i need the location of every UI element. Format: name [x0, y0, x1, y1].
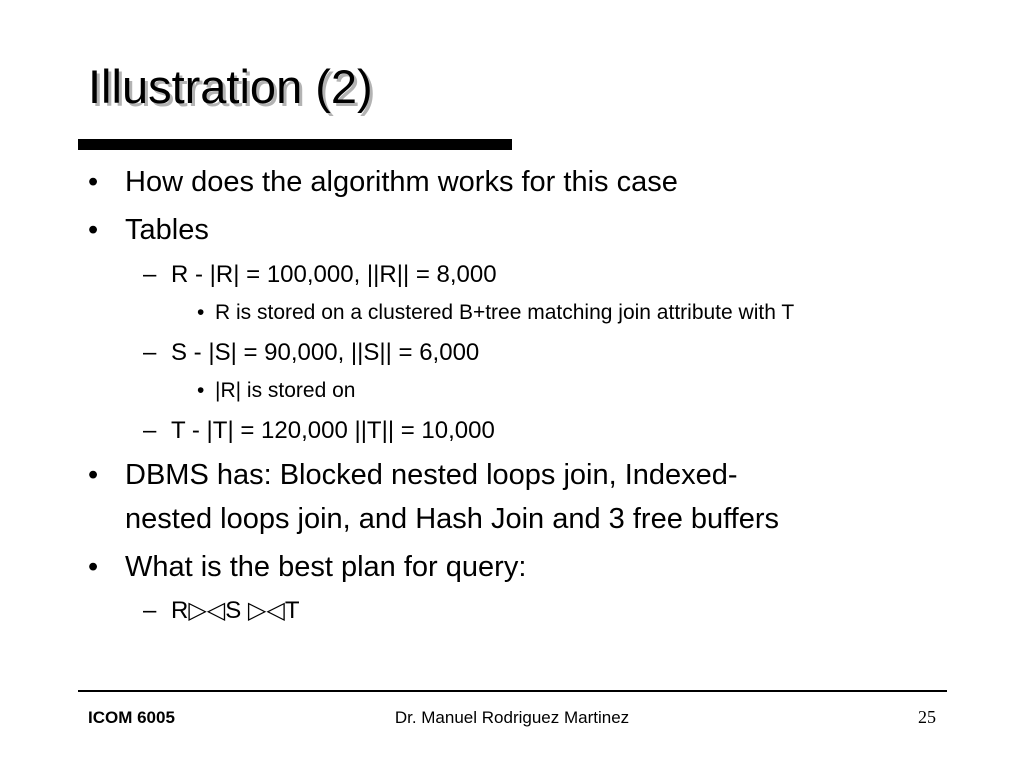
bullet-text-line-1: DBMS has: Blocked nested loops join, Indexed- [125, 459, 738, 491]
bullet-text: What is the best plan for query: [125, 551, 527, 583]
bullet-text-line-2: nested loops join, and Hash Join and 3 free buffers [125, 503, 780, 535]
small-bullet-marker: • [197, 379, 205, 402]
footer-author-wrap [0, 707, 1024, 729]
join-expression: R▷◁S ▷◁T [171, 597, 300, 624]
small-bullet-marker: • [197, 301, 205, 324]
bullet-text: How does the algorithm works for this case [125, 166, 678, 198]
bullet-marker: • [88, 166, 99, 198]
footer-course: ICOM 6005 [88, 708, 175, 727]
footer-author: Dr. Manuel Rodriguez Martinez [394, 708, 630, 727]
page-number: 25 [918, 707, 936, 727]
title-underline [78, 139, 512, 150]
dash-marker: – [143, 339, 157, 366]
slide-title: Illustration (2) [88, 60, 373, 113]
bullet-marker: • [88, 551, 99, 583]
sub-bullet-text: S - |S| = 90,000, ||S|| = 6,000 [171, 339, 480, 366]
sub-bullet-text: R - |R| = 100,000, ||R|| = 8,000 [171, 261, 497, 288]
sub-bullet-text: T - |T| = 120,000 ||T|| = 10,000 [171, 417, 495, 444]
sub-sub-bullet-text: |R| is stored on [215, 379, 356, 402]
dash-marker: – [143, 597, 157, 624]
bullet-marker: • [88, 459, 99, 491]
bullet-marker: • [88, 214, 99, 246]
sub-sub-bullet-text: R is stored on a clustered B+tree matching join attribute with T [215, 301, 795, 324]
dash-marker: – [143, 261, 157, 288]
bullet-text: Tables [125, 214, 209, 246]
dash-marker: – [143, 417, 157, 444]
footer-divider [78, 690, 947, 692]
